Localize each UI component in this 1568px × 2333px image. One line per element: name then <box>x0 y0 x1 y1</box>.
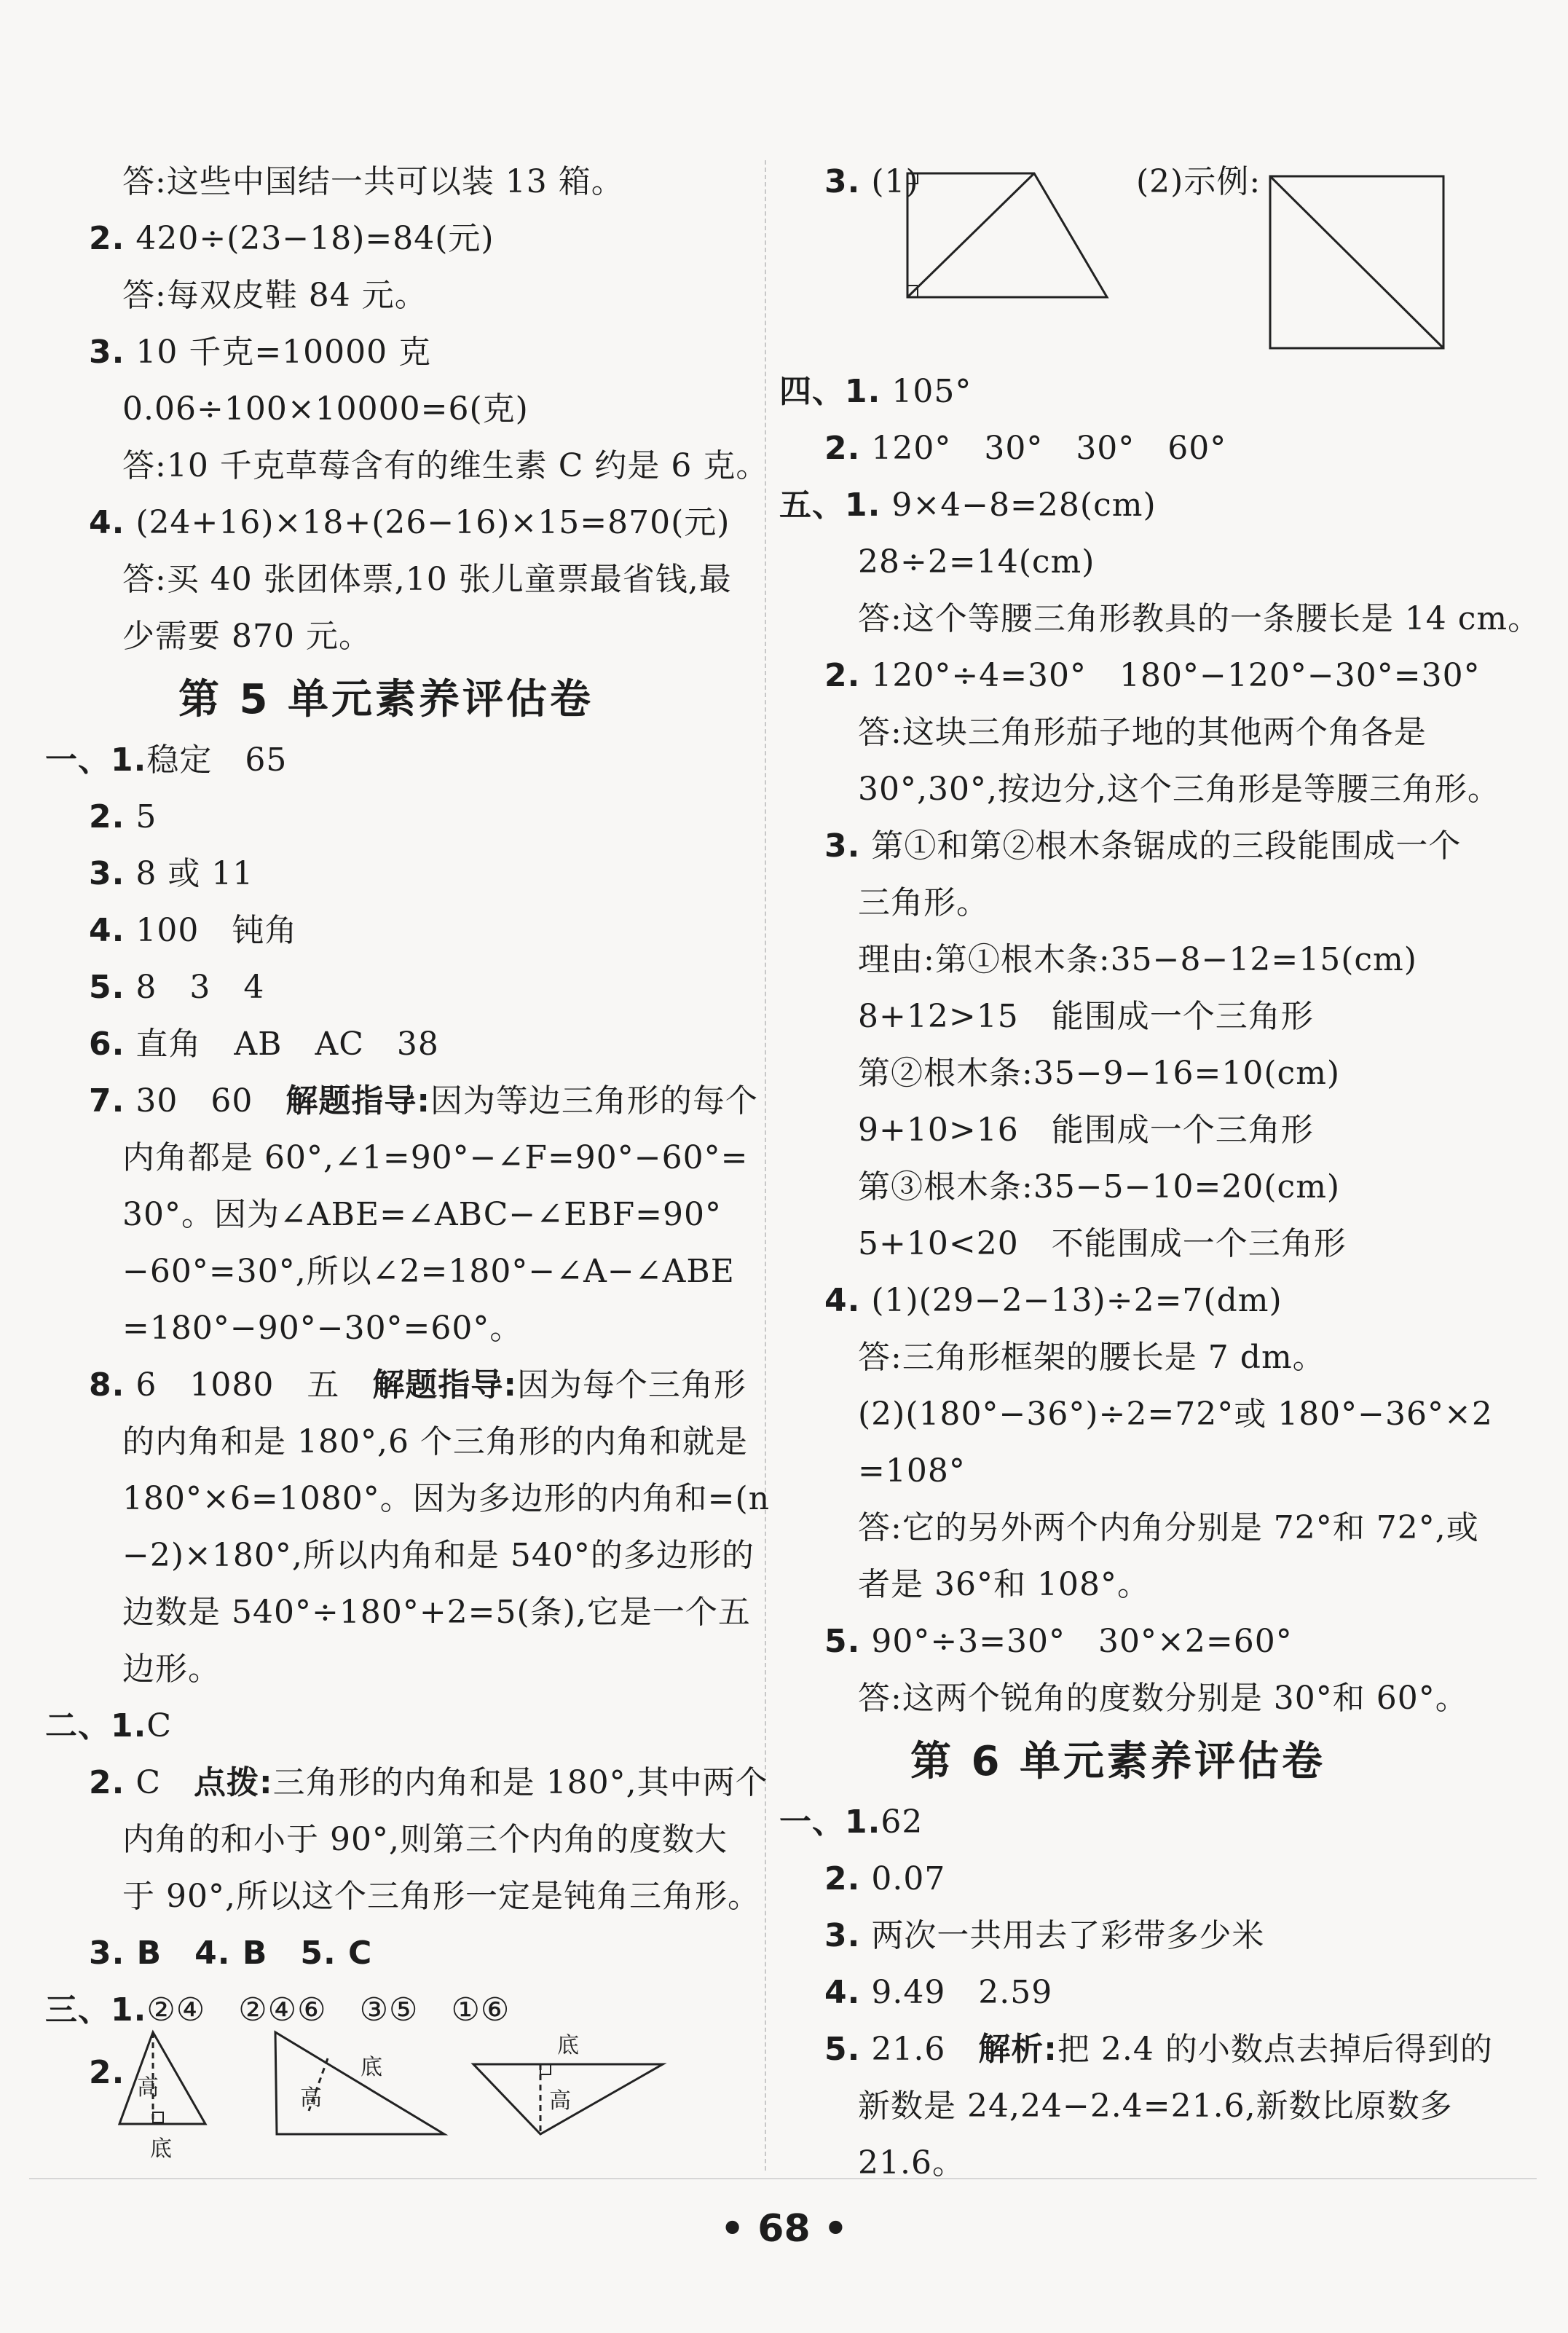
question-number: 2. <box>824 430 861 467</box>
part1-q3 <box>89 854 253 894</box>
answer: 6 1080 五 <box>135 1366 373 1404</box>
part1-q7 <box>89 1081 758 1122</box>
part3-q3-example-label: (2)示例: <box>1136 163 1261 200</box>
answer: 两次一共用去了彩带多少米 <box>871 1917 1265 1954</box>
question-number: 6. <box>89 1026 125 1063</box>
question-number: 8. <box>89 1366 125 1404</box>
hint-line: 内角都是 60°,∠1=90°−∠F=90°−60°= <box>122 1139 749 1176</box>
sub-label: (1) <box>871 163 919 200</box>
hint-line: 21.6。 <box>858 2144 965 2181</box>
part5-q2 <box>824 656 1481 696</box>
base-label: 底 <box>361 2055 382 2080</box>
answer: 62 <box>880 1803 923 1841</box>
equation: (24+16)×18+(26−16)×15=870(元) <box>135 504 730 541</box>
equation: 90°÷3=30° 30°×2=60° <box>871 1623 1293 1660</box>
question-3 <box>89 332 431 373</box>
equation-line: 0.06÷100×10000=6(克) <box>122 390 529 428</box>
answer: 105° <box>891 373 972 410</box>
equation-line: 28÷2=14(cm) <box>858 543 1095 581</box>
answer: 8 3 4 <box>135 969 265 1006</box>
question-number: 一、1. <box>779 1803 881 1841</box>
base-label: 底 <box>150 2136 172 2162</box>
hint-tag: 解题指导: <box>285 1082 430 1120</box>
part1-q2 <box>89 797 157 838</box>
answer: 0.07 <box>871 1860 946 1897</box>
part5-q5 <box>824 1621 1293 1662</box>
reason-line: 第③根木条:35−5−10=20(cm) <box>858 1168 1341 1205</box>
question-number: 7. <box>89 1082 125 1120</box>
hint-line: 于 90°,所以这个三角形一定是钝角三角形。 <box>122 1878 760 1915</box>
u6-part1-q4 <box>824 1972 1052 2013</box>
hint-line: =180°−90°−30°=60°。 <box>122 1310 523 1347</box>
hint-tag: 点拨: <box>194 1764 273 1801</box>
height-label: 高 <box>137 2075 159 2101</box>
part1-q1 <box>45 740 287 781</box>
question-number: 3. <box>824 1917 861 1954</box>
answer: 100 钝角 <box>135 912 298 949</box>
question-number: 5. <box>824 1623 861 1660</box>
hint-text: 把 2.4 的小数点去掉后得到的 <box>1057 2031 1493 2068</box>
hint-tag: 解题指导: <box>372 1366 517 1404</box>
question-number: 4. <box>89 912 125 949</box>
equation-line: =108° <box>858 1452 966 1490</box>
bottom-rule <box>29 2178 1537 2179</box>
answer-line: 答:这两个锐角的度数分别是 30°和 60°。 <box>858 1680 1468 1717</box>
hint-line: 30°。因为∠ABE=∠ABC−∠EBF=90° <box>122 1196 722 1233</box>
question-number: 5. <box>89 969 125 1006</box>
answer-line: 30°,30°,按边分,这个三角形是等腰三角形。 <box>858 771 1500 808</box>
reason-line: 理由:第①根木条:35−8−12=15(cm) <box>858 941 1417 978</box>
hint-line: 新数是 24,24−2.4=21.6,新数比原数多 <box>858 2088 1453 2125</box>
hint-line: 180°×6=1080°。因为多边形的内角和=(n <box>122 1480 771 1517</box>
question-number: 3. <box>89 334 125 371</box>
part1-q8 <box>89 1365 746 1406</box>
hint-text: 三角形的内角和是 180°,其中两个 <box>272 1764 768 1801</box>
square-figure <box>1267 173 1449 353</box>
page-number: • 68 • <box>720 2207 848 2251</box>
part2-q3-q5: 3. B 4. B 5. C <box>89 1935 373 1972</box>
u6-part1-q1 <box>779 1802 923 1843</box>
question-number: 2. <box>824 657 861 694</box>
answer-line: 三角形。 <box>858 884 989 921</box>
answer-line: 少需要 870 元。 <box>122 618 371 655</box>
question-number: 2. <box>824 1860 861 1897</box>
u6-part1-q5 <box>824 2029 1493 2070</box>
question-number: 4. <box>824 1974 861 2011</box>
trapezoid-figure <box>903 169 1122 307</box>
question-number: 一、1. <box>45 741 147 779</box>
question-number: 3. <box>824 827 861 865</box>
answer: C <box>135 1764 194 1801</box>
question-number: 2. <box>89 798 125 835</box>
part2-q1 <box>45 1706 172 1747</box>
equation: 420÷(23−18)=84(元) <box>135 220 495 257</box>
answer: 120° 30° 30° 60° <box>871 430 1227 467</box>
hint-text: 因为等边三角形的每个 <box>430 1082 758 1120</box>
answer-line: 答:它的另外两个内角分别是 72°和 72°,或 <box>858 1509 1479 1546</box>
hint-line: 内角的和小于 90°,则第三个内角的度数大 <box>122 1821 728 1858</box>
equation: 10 千克=10000 克 <box>135 334 432 371</box>
question-4 <box>89 503 730 543</box>
section-heading-unit-6: 第 6 单元素养评估卷 <box>910 1738 1325 1785</box>
answer: C <box>146 1707 173 1744</box>
reason-line: 5+10<20 不能围成一个三角形 <box>858 1225 1347 1262</box>
answer: 直角 AB AC 38 <box>135 1026 439 1063</box>
hint-line: 的内角和是 180°,6 个三角形的内角和就是 <box>122 1423 748 1460</box>
question-number: 2. <box>89 2054 125 2091</box>
right-triangle <box>275 2032 444 2134</box>
part2-q2 <box>89 1763 768 1803</box>
answer: 第①和第②根木条锯成的三段能围成一个 <box>871 827 1462 865</box>
part1-q6 <box>89 1024 439 1065</box>
question-number: 4. <box>89 504 125 541</box>
answer: 30 60 <box>135 1082 286 1120</box>
answer: 9.49 2.59 <box>871 1974 1053 2011</box>
acute-triangle <box>119 2032 205 2124</box>
height-label: 高 <box>300 2085 322 2111</box>
u6-part1-q3 <box>824 1916 1264 1956</box>
question-number: 4. <box>824 1282 861 1319</box>
equation: (1)(29−2−13)÷2=7(dm) <box>871 1282 1283 1319</box>
question-number: 五、1. <box>779 487 881 524</box>
hint-line: 边形。 <box>122 1651 221 1688</box>
part1-q4 <box>89 910 297 951</box>
answer: ②④ ②④⑥ ③⑤ ①⑥ <box>146 1991 511 2029</box>
reason-line: 8+12>15 能围成一个三角形 <box>858 998 1314 1035</box>
question-number: 2. <box>89 220 125 257</box>
answer: 5 <box>135 798 157 835</box>
question-number: 2. <box>89 1764 125 1801</box>
equation: 9×4−8=28(cm) <box>891 487 1157 524</box>
question-number: 3. <box>824 163 861 200</box>
part5-q3 <box>824 826 1461 867</box>
answer: 8 或 11 <box>135 855 254 892</box>
question-number: 三、1. <box>45 1991 147 2029</box>
part4-q1 <box>779 371 972 412</box>
equation-line: (2)(180°−36°)÷2=72°或 180°−36°×2 <box>858 1396 1493 1433</box>
u6-part1-q2 <box>824 1859 945 1900</box>
answer-line: 者是 36°和 108°。 <box>858 1566 1150 1603</box>
part5-q1 <box>779 485 1157 526</box>
part4-q2 <box>824 428 1226 469</box>
reason-line: 第②根木条:35−9−16=10(cm) <box>858 1055 1341 1092</box>
answer-line: 答:买 40 张团体票,10 张儿童票最省钱,最 <box>122 561 732 598</box>
answer-line: 答:这个等腰三角形教具的一条腰长是 14 cm。 <box>858 600 1541 637</box>
triangle-heights-figure <box>109 2025 706 2171</box>
answer-line: 答:三角形框架的腰长是 7 dm。 <box>858 1339 1325 1376</box>
hint-text: 因为每个三角形 <box>516 1366 746 1404</box>
answer-line: 答:10 千克草莓含有的维生素 C 约是 6 克。 <box>122 447 769 484</box>
answer-line: 答:这块三角形茄子地的其他两个角各是 <box>858 714 1427 751</box>
hint-line: −2)×180°,所以内角和是 540°的多边形的 <box>122 1537 755 1574</box>
section-heading-unit-5: 第 5 单元素养评估卷 <box>178 676 594 723</box>
answer: 21.6 <box>871 2031 979 2068</box>
answer-line: 答:每双皮鞋 84 元。 <box>122 277 428 314</box>
question-2 <box>89 219 495 259</box>
hint-line: 边数是 540°÷180°+2=5(条),它是一个五 <box>122 1594 751 1631</box>
part1-q5 <box>89 967 264 1008</box>
hint-tag: 解析: <box>978 2031 1057 2068</box>
base-label: 底 <box>557 2033 579 2058</box>
question-number: 四、1. <box>779 373 881 410</box>
reason-line: 9+10>16 能围成一个三角形 <box>858 1112 1314 1149</box>
answer: 稳定 65 <box>146 741 288 779</box>
question-number: 5. <box>824 2031 861 2068</box>
question-number: 3. <box>89 855 125 892</box>
part5-q4 <box>824 1280 1283 1321</box>
question-number: 二、1. <box>45 1707 147 1744</box>
height-label: 高 <box>549 2088 571 2114</box>
hint-line: −60°=30°,所以∠2=180°−∠A−∠ABE <box>122 1253 735 1290</box>
equation: 120°÷4=30° 180°−120°−30°=30° <box>871 657 1481 694</box>
answer-line: 答:这些中国结一共可以装 13 箱。 <box>122 163 624 200</box>
